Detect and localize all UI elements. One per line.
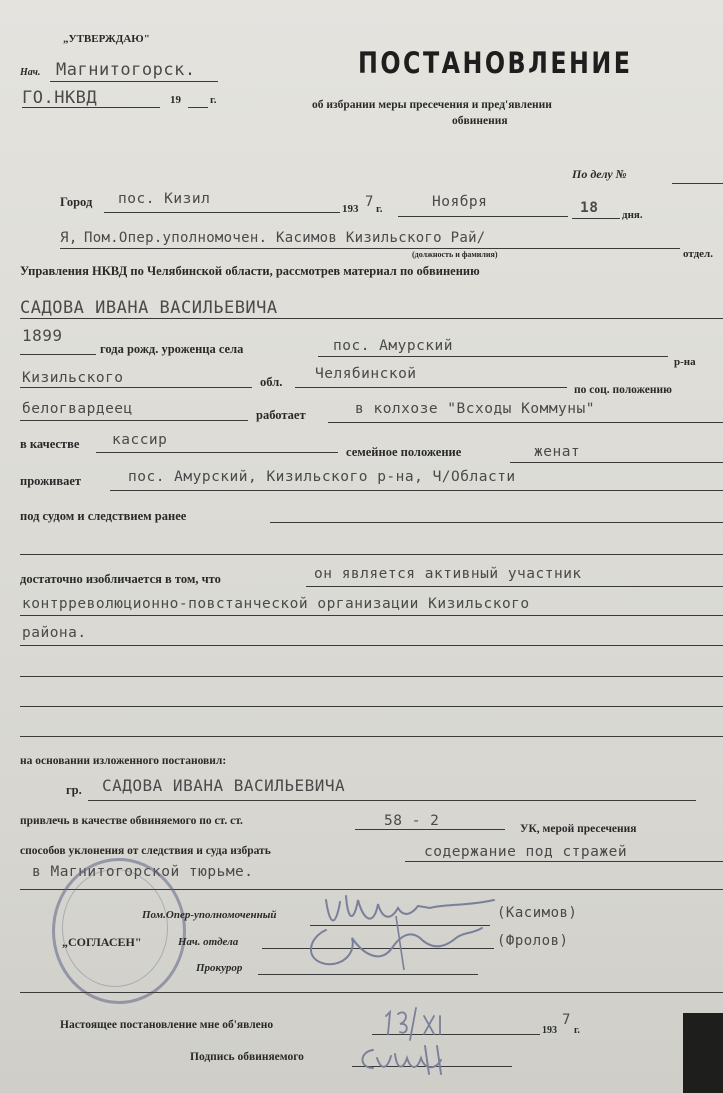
family-line — [510, 462, 723, 463]
city-line — [104, 212, 340, 213]
family-label: семейное положение — [346, 445, 462, 459]
city-label: Город — [60, 195, 93, 209]
announced-year-digit: 7 — [562, 1012, 571, 1028]
officer-value: Пом.Опер.уполномочен. Касимов Кизильского Рай/ — [84, 230, 486, 246]
guilt-label: достаточно изобличается в том, что — [20, 572, 221, 586]
announced-g: г. — [574, 1025, 580, 1036]
ya-prefix: Я, — [60, 230, 78, 246]
based-label: на основании изложенного постановил: — [20, 755, 227, 767]
signatures-bottom-line — [20, 992, 723, 993]
officer-name: (Касимов) — [497, 905, 578, 921]
oblast-value: Челябинской — [315, 366, 417, 382]
village-line — [318, 356, 668, 357]
lives-value: пос. Амурский, Кизильского р-на, Ч/Области — [128, 469, 516, 485]
accused-name: САДОВА ИВАНА ВАСИЛЬЕВИЧА — [20, 298, 278, 318]
document-subtitle-1: об избрании меры пресечения и пред'явлении — [312, 99, 552, 111]
year-prefix: 193 — [342, 203, 359, 215]
prosecutor-line — [258, 974, 478, 975]
birth-label: года рожд. уроженца села — [100, 342, 244, 356]
measure-value-2: в Магнитогорской тюрьме. — [32, 864, 254, 880]
case-label: По делу № — [572, 167, 627, 181]
capacity-line — [96, 452, 338, 453]
day-value: 18 — [580, 200, 599, 216]
capacity-label: в качестве — [20, 437, 80, 451]
birth-year-line — [20, 354, 96, 355]
district-line — [20, 387, 252, 388]
social-value: белогвардеец — [22, 401, 133, 417]
obl-label: обл. — [260, 375, 283, 389]
family-value: женат — [534, 444, 581, 460]
officer-sign-label: Пом.Опер-уполномоченный — [142, 909, 277, 921]
court-line — [270, 522, 723, 523]
official-stamp-inner — [62, 869, 168, 987]
guilt-line-4-rule — [20, 676, 723, 677]
guilt-line-2: контрреволюционно-повстанческой организации Кизильского — [22, 596, 530, 612]
header-year: 19 — [170, 94, 181, 106]
officer-line — [60, 248, 680, 249]
guilt-line-1: он является активный участник — [314, 566, 582, 582]
month-line — [398, 216, 568, 217]
nach-line — [50, 81, 218, 82]
accused-signature-text — [360, 1048, 406, 1064]
guilt-line-6-rule — [20, 736, 723, 737]
uk-label: УК, мерой пресечения — [520, 823, 637, 835]
day-label: дня. — [622, 209, 643, 221]
city-value: пос. Кизил — [118, 191, 211, 207]
guilt-line-3-rule — [20, 645, 723, 646]
works-value: в колхозе "Всходы Коммуны" — [355, 401, 595, 417]
court-label: под судом и следствием ранее — [20, 509, 187, 523]
nach-value: Магнитогорск. — [56, 60, 196, 80]
month-value: Ноября — [432, 194, 488, 210]
agreed-label: „СОГЛАСЕН" — [62, 935, 142, 949]
nach-label: Нач. — [20, 67, 41, 78]
guilt-line-1-rule — [306, 586, 723, 587]
social-line — [20, 420, 248, 421]
charge-label: привлечь в качестве обвиняемого по ст. ст. — [20, 815, 243, 827]
otdel-label: отдел. — [683, 248, 713, 260]
document-title: ПОСТАНОВЛЕНИЕ — [358, 46, 633, 80]
accused-sign-label: Подпись обвиняемого — [190, 1051, 304, 1063]
lives-label: проживает — [20, 474, 82, 488]
guilt-line-5-rule — [20, 706, 723, 707]
gr-line — [88, 800, 696, 801]
position-caption: (должность и фамилия) — [412, 250, 498, 259]
announced-date — [392, 1010, 434, 1025]
guilt-line-3: района. — [22, 625, 87, 641]
court-line-2 — [20, 554, 723, 555]
guilt-line-2-rule — [20, 615, 723, 616]
nkvd-line: Управления НКВД по Челябинской области, рассмотрев материал по обвинению — [20, 264, 480, 278]
case-line — [672, 183, 723, 184]
nach-signature — [296, 908, 486, 978]
day-line — [572, 218, 620, 219]
nach-otdela-label: Нач. отдела — [178, 936, 239, 948]
measure-line-1 — [405, 861, 723, 862]
accused-line — [20, 318, 723, 319]
oblast-line — [295, 387, 567, 388]
nach-name: (Фролов) — [497, 933, 569, 949]
document-subtitle-2: обвинения — [452, 115, 508, 127]
works-label: работает — [256, 408, 306, 422]
header-year-suffix: г. — [210, 94, 217, 106]
rn-label: р-на — [674, 356, 696, 368]
article-line — [355, 829, 505, 830]
social-label: по соц. положению — [574, 384, 672, 396]
announced-year-prefix: 193 — [542, 1025, 557, 1036]
year-g: г. — [376, 203, 383, 215]
birth-year: 1899 — [22, 326, 63, 345]
village-value: пос. Амурский — [333, 338, 453, 354]
district-value: Кизильского — [22, 370, 124, 386]
year-digit: 7 — [365, 194, 374, 210]
approve-label: „УТВЕРЖДАЮ" — [63, 33, 150, 45]
gr-label: гр. — [66, 783, 82, 797]
go-line — [22, 107, 160, 108]
announced-label: Настоящее постановление мне об'явлено — [60, 1019, 274, 1031]
measure-value-1: содержание под стражей — [424, 844, 628, 860]
capacity-value: кассир — [112, 432, 168, 448]
prosecutor-label: Прокурор — [196, 962, 243, 974]
article-value: 58 - 2 — [384, 813, 440, 829]
works-line — [328, 422, 723, 423]
dark-corner — [683, 1013, 723, 1093]
measure-label: способов уклонения от следствия и суда избрать — [20, 845, 271, 857]
header-year-line — [188, 107, 208, 108]
go-value: ГО.НКВД — [22, 88, 98, 108]
gr-value: САДОВА ИВАНА ВАСИЛЬЕВИЧА — [102, 776, 346, 795]
lives-line — [110, 490, 723, 491]
